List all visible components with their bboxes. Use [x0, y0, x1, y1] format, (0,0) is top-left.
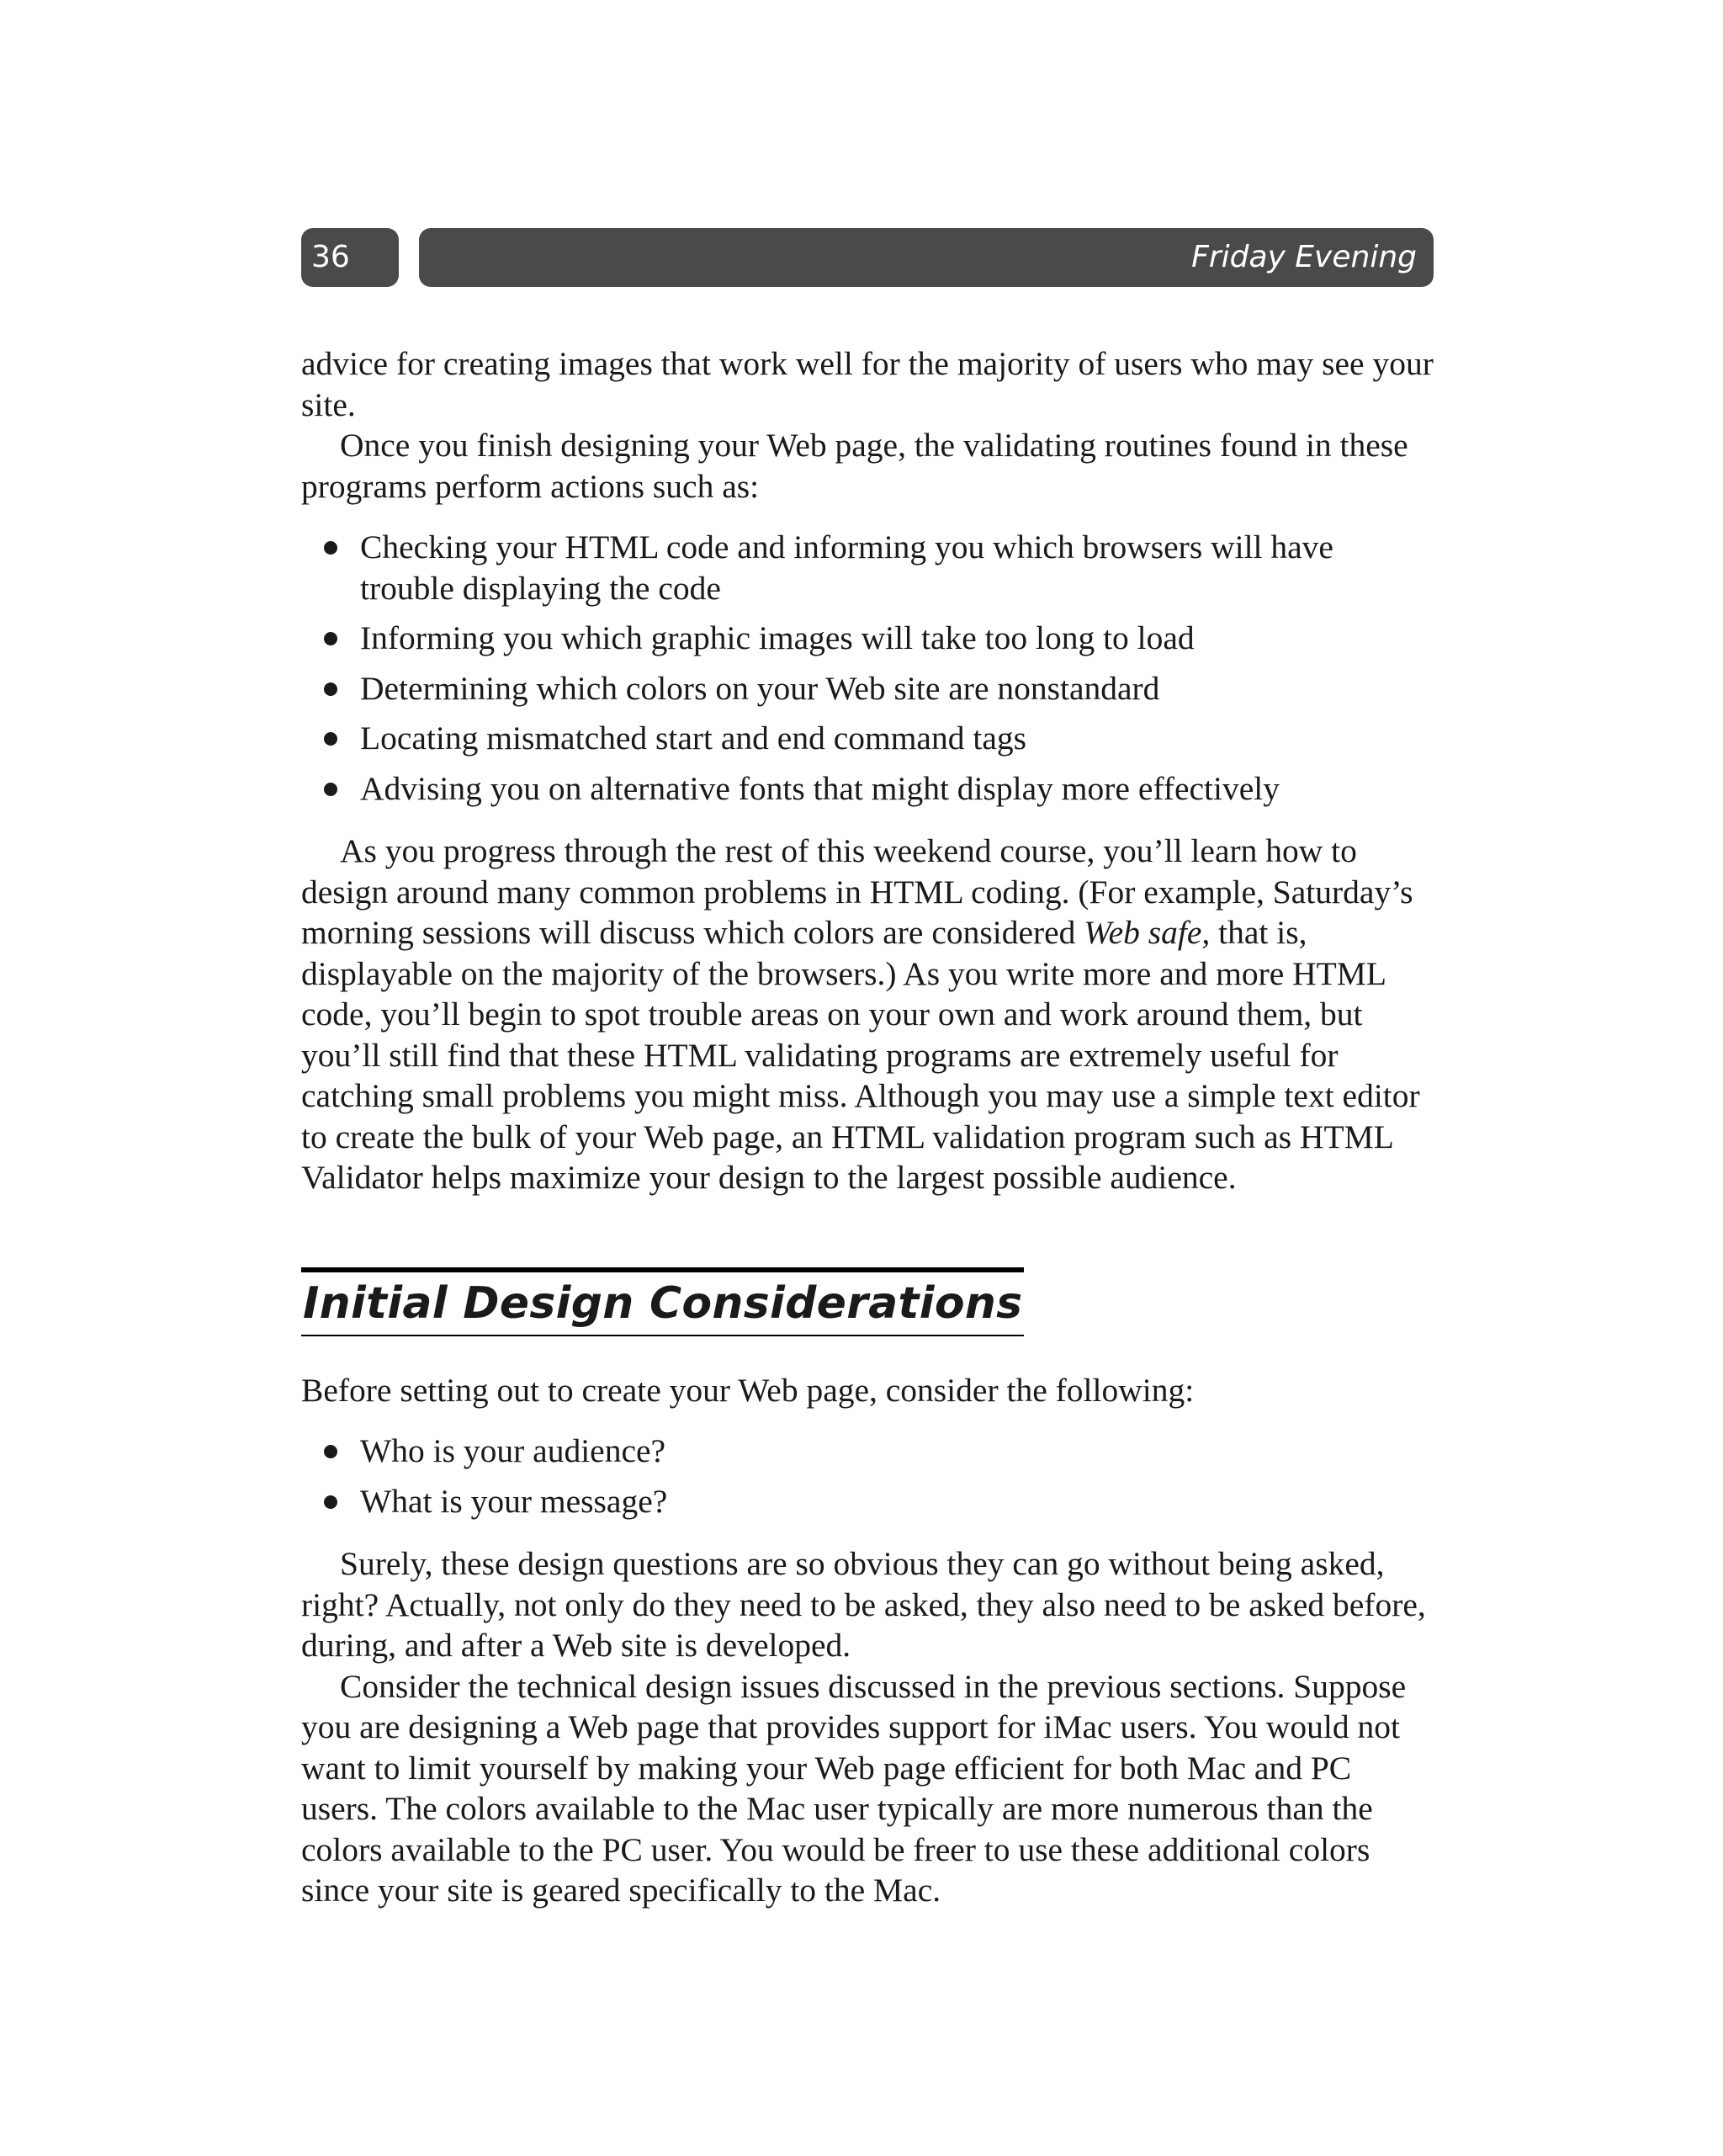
bullet-icon	[324, 732, 337, 746]
list-item: What is your message?	[301, 1481, 1434, 1522]
bullet-icon	[324, 682, 337, 696]
design-questions-list	[301, 1431, 1434, 1521]
bullet-icon	[324, 632, 337, 645]
page-body	[301, 343, 1434, 1911]
paragraph-technical-issues: Consider the technical design issues discussed in the previous sections. Suppose you are designing a Web page that provides support for iMac users. You would not want to limit yourself by making your Web page efficient for both Mac and PC users. The colors available to the Mac user typically are more numerous than the colors available to the PC user. You would be freer to use these additional colors since your site is geared specifically to the Mac.	[301, 1667, 1407, 1909]
list-item: Locating mismatched start and end command tags	[301, 718, 1434, 759]
paragraph-surely: Surely, these design questions are so obvious they can go without being asked, right? Actually, not only do they need to be asked, they also need to be asked before, during, and after a Web site is developed.	[301, 1545, 1426, 1664]
bullet-icon	[324, 1495, 337, 1509]
section-heading: Initial Design Considerations	[301, 1267, 1024, 1336]
list-item: Advising you on alternative fonts that might display more effectively	[301, 768, 1434, 810]
paragraph-validating-intro: Once you finish designing your Web page, the validating routines found in these programs perform actions such as:	[301, 427, 1408, 505]
list-item: Who is your audience?	[301, 1431, 1434, 1472]
running-header: Friday Evening	[419, 228, 1434, 287]
bullet-icon	[324, 541, 337, 555]
web-safe-term: Web safe,	[1084, 914, 1211, 951]
bullet-icon	[324, 1445, 337, 1458]
paragraph-continued: advice for creating images that work well for the majority of users who may see your site.	[301, 345, 1434, 423]
list-item: Informing you which graphic images will take too long to load	[301, 618, 1434, 659]
paragraph-weekend-course: As you progress through the rest of this weekend course, you’ll learn how to design around many common problems in HTML coding. (For example, Saturday’s morning sessions will discuss which colors are considered Web safe, that is, displayable on the majority of the browsers.) As you write more and more HTML code, you’ll begin to spot trouble areas on your own and work around them, but you’ll still find that these HTML validating programs are extremely useful for catching small problems you might miss. Although you may use a simple text editor to create the bulk of your Web page, an HTML validation program such as HTML Validator helps maximize your design to the largest possible audience.	[301, 832, 1420, 1196]
validation-actions-list	[301, 527, 1434, 809]
page-number: 36	[301, 228, 399, 287]
bullet-icon	[324, 783, 337, 796]
list-item: Determining which colors on your Web site are nonstandard	[301, 668, 1434, 709]
list-item: Checking your HTML code and informing you which browsers will have trouble displaying the code	[301, 527, 1434, 608]
paragraph-before-setting-out: Before setting out to create your Web page, consider the following:	[301, 1371, 1195, 1409]
